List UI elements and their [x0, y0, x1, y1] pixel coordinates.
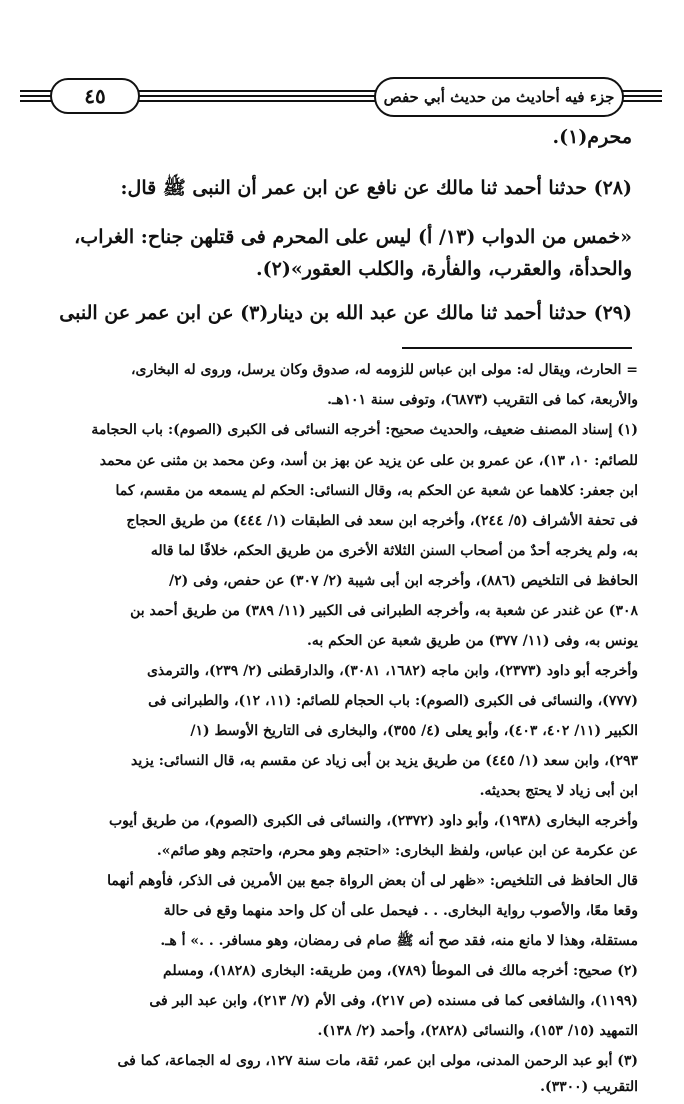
footnote-line: ابن أبى زياد لا يحتج بحديثه.	[479, 783, 638, 799]
footnote-line: التقريب (٣٣٠٠).	[540, 1079, 638, 1095]
footnote-separator	[402, 347, 632, 349]
page-number: ٤٥	[50, 78, 140, 114]
footnote-line: قال الحافظ فى التلخيص: «ظهر لى أن بعض الرواة جمع بين الأمرين فى الذكر، فأوهم أنهما	[107, 873, 638, 889]
page-header	[20, 74, 662, 118]
footnote-line: الكبير (١١/ ٤٠٢، ٤٠٣)، وأبو يعلى (٤/ ٣٥٥)، والبخارى فى التاريخ الأوسط (١/	[190, 723, 638, 739]
footnote-line: ٣٠٨) عن غندر عن شعبة به، وأخرجه الطبرانى فى الكبير (١١/ ٣٨٩) من طريق أحمد بن	[130, 603, 638, 619]
footnote-line: ٢٩٣)، وابن سعد (١/ ٤٤٥) من طريق يزيد بن أبى زياد عن مقسم به، قال النسائى: يزيد	[130, 753, 638, 769]
main-text-line: «خمس من الدواب (١٣/ أ) ليس على المحرم فى قتلهن جناح: الغراب،	[74, 226, 632, 248]
footnote-line: (١١٩٩)، والشافعى كما فى مسنده (ص ٢١٧)، وفى الأم (٧/ ٢١٣)، وابن عبد البر فى	[149, 993, 638, 1009]
footnote-line: (٣) أبو عبد الرحمن المدنى، مولى ابن عمر، ثقة، مات سنة ١٢٧، روى له الجماعة، كما فى	[117, 1053, 638, 1069]
footnote-line: والأربعة، كما فى التقريب (٦٨٧٣)، وتوفى سنة ١٠١هـ.	[327, 392, 638, 408]
footnote-line: ابن جعفر: كلاهما عن شعبة عن الحكم به، وقال النسائى: الحكم لم يسمعه من مقسم، كما	[115, 483, 638, 499]
footnote-line: وقعا معًا، والأصوب رواية البخارى. . . فيحمل على أن كل واحد منهما وقع فى حالة	[163, 903, 638, 919]
footnote-line: = الحارث، ويقال له: مولى ابن عباس للزومه له، صدوق وكان يرسل، وروى له البخارى،	[131, 362, 638, 378]
footnote-line: عن عكرمة عن ابن عباس، ولفظ البخارى: «احتجم وهو محرم، واحتجم وهو صائم».	[156, 843, 638, 859]
header-title: جزء فيه أحاديث من حديث أبي حفص	[374, 77, 624, 117]
footnote-line: التمهيد (١٥/ ١٥٣)، والنسائى (٢٨٢٨)، وأحمد (٢/ ١٣٨).	[317, 1023, 638, 1039]
footnote-line: الحافظ فى التلخيص (٨٨٦)، وأخرجه ابن أبى شيبة (٢/ ٣٠٧) عن حفص، وفى (٢/	[168, 573, 638, 589]
footnote-line: وأخرجه أبو داود (٢٣٧٣)، وابن ماجه (١٦٨٢، ٣٠٨١)، والدارقطنى (٢/ ٢٣٩)، والترمذى	[146, 663, 638, 679]
footnote-line: به، ولم يخرجه أحدٌ من أصحاب السنن الثلاثة الأخرى من طريق الحكم، خلافًا لما قاله	[150, 543, 638, 559]
footnote-line: وأخرجه البخارى (١٩٣٨)، وأبو داود (٢٣٧٢)، والنسائى فى الكبرى (الصوم)، من طريق أيوب	[108, 813, 638, 829]
main-text-line: محرم(١).	[552, 126, 632, 148]
main-text-line: والحدأة، والعقرب، والفأرة، والكلب العقور»(٢).	[256, 258, 632, 280]
footnote-line: (٧٧٧)، والنسائى فى الكبرى (الصوم): باب الحجام للصائم: (١١، ١٢)، والطبرانى فى	[148, 693, 638, 709]
footnote-line: (١) إسناد المصنف ضعيف، والحديث صحيح: أخرجه النسائى فى الكبرى (الصوم): باب الحجامة	[91, 422, 638, 438]
footnote-line: للصائم: ١٠، ١٣)، عن عمرو بن على عن يزيد عن بهز بن أسد، وعن محمد بن مثنى عن محمد	[99, 453, 638, 469]
footnote-line: يونس به، وفى (١١/ ٣٧٧) من طريق شعبة عن الحكم به.	[307, 633, 638, 649]
footnote-line: فى تحفة الأشراف (٥/ ٢٤٤)، وأخرجه ابن سعد فى الطبقات (١/ ٤٤٤) من طريق الحجاج	[126, 513, 638, 529]
footnote-line: (٢) صحيح: أخرجه مالك فى الموطأ (٧٨٩)، ومن طريقه: البخارى (١٨٢٨)، ومسلم	[163, 963, 638, 979]
footnote-line: مستقلة، وهذا لا مانع منه، فقد صح أنه ﷺ صام فى رمضان، وهو مسافر. . .» أ هـ.	[160, 933, 638, 949]
main-text-line: (٢٩) حدثنا أحمد ثنا مالك عن عبد الله بن دينار(٣) عن ابن عمر عن النبى	[59, 302, 632, 324]
main-text-line: (٢٨) حدثنا أحمد ثنا مالك عن نافع عن ابن عمر أن النبى ﷺ قال:	[120, 177, 632, 199]
